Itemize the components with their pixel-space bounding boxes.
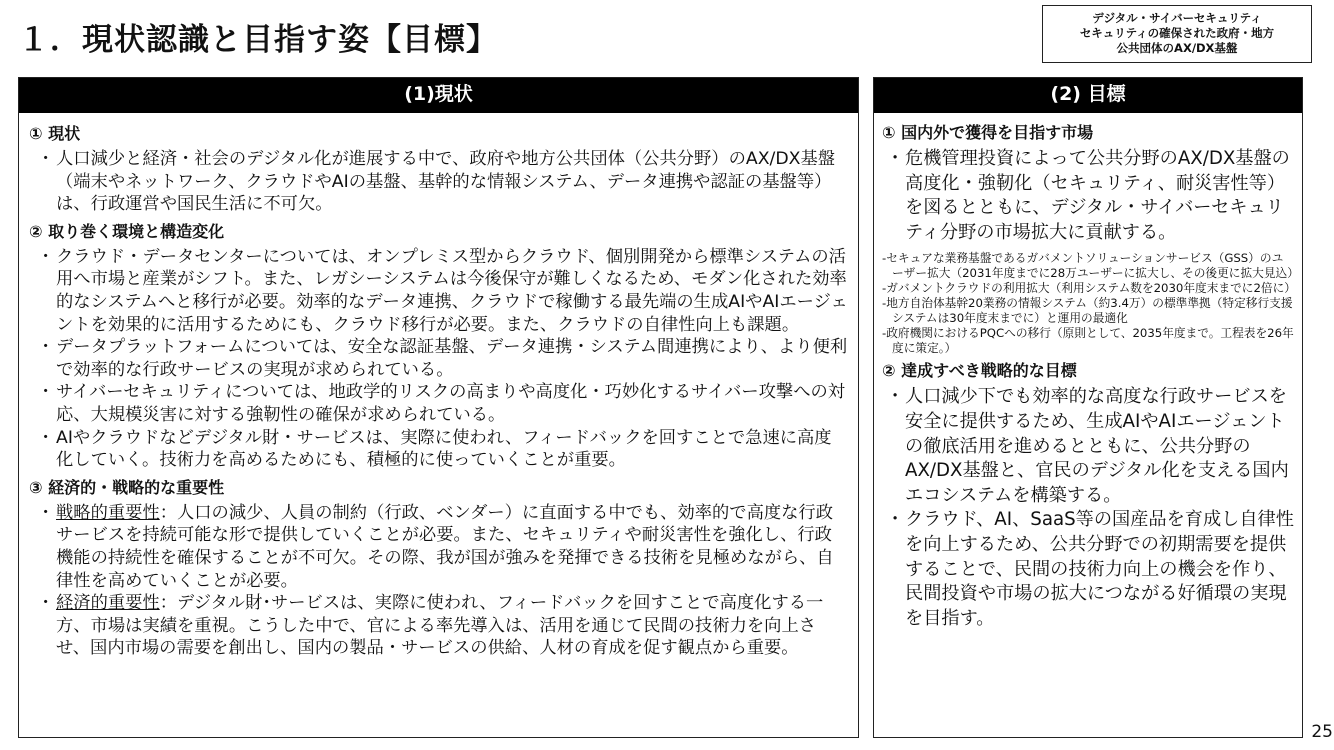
note-item: -地方自治体基幹20業務の情報システム（約3.4万）の標準準拠（特定移行支援システムは30年度末までに）と運用の最適化: [882, 296, 1293, 326]
note-item: -セキュアな業務基盤であるガバメントソリューションサービス（GSS）のユーザー拡大（2031年度までに28万ユーザーに拡大し、その後更に拡大見込）: [882, 251, 1299, 281]
bullet-text: クラウド、AI、SaaS等の国産品を育成し自律性を向上するため、公共分野での初期需要を提供することで、民間の技術力向上の機会を作り、民間投資や市場の拡大につながる好循環の実現を目指す。: [905, 509, 1294, 629]
bullet-item: [37, 148, 848, 216]
section-heading-current: ① 現状: [29, 124, 81, 143]
category-tag-box: [1042, 5, 1312, 63]
bullet-text: 危機管理投資によって公共分野のAX/DX基盤の高度化・強靭化（セキュリティ、耐災害性等）を図るとともに、デジタル・サイバーセキュリティ分野の市場拡大に貢献する。: [905, 148, 1290, 243]
page-title: １．現状認識と目指す姿【目標】: [18, 22, 498, 58]
bullet-mark: ・: [37, 246, 55, 267]
bullet-mark: ・: [37, 427, 55, 448]
bullet-mark: ・: [37, 149, 55, 169]
page-number: 25: [1311, 722, 1333, 742]
bullet-mark: ・: [886, 386, 905, 408]
bullet-item: [37, 381, 848, 426]
bullet-text: クラウド・データセンターについては、オンプレミス型からクラウド、個別開発から標準システムの活用へ市場と産業がシフト。また、レガシーシステムは今後保守が難しくなるため、モダン化された効率的なシステムへと移行が必要。効率的なデータ連携、クラウドで稼働する最先端の生成AIやAIエージェントを効果的に活用するためにも、クラウド移行が必要。また、クラウドの自律性向上も課題。: [56, 246, 848, 335]
bullet-text: AIやクラウドなどデジタル財・サービスは、実際に使われ、フィードバックを回すことで急速に高度化していく。技術力を高めるためにも、積極的に使っていくことが重要。: [56, 427, 832, 471]
bullet-text: 人口減少下でも効率的な高度な行政サービスを安全に提供するため、生成AIやAIエージェントの徹底活用を進めるとともに、公共分野のAX/DX基盤と、官民のデジタル化を支える国内エコシステムを構築する。: [905, 386, 1289, 506]
section-heading-importance: ③ 経済的・戦略的な重要性: [29, 477, 225, 497]
bullet-item: [37, 592, 848, 660]
strategic-importance-label: 戦略的重要性: [56, 502, 160, 523]
bullet-text: ：人口の減少、人員の制約（行政、ベンダー）に直面する中でも、効率的で高度な行政サービスを持続可能な形で提供していくことが必要。また、セキュリティや耐災害性を強化し、行政機能の持続性を確保することが不可欠。その際、我が国が強みを発揮できる技術を見極めながら、自律性を高めていくことが必要。: [56, 502, 834, 591]
bullet-text: データプラットフォームについては、安全な認証基盤、データ連携・システム間連携により、より便利で効率的な行政サービスの実現が求められている。: [56, 337, 848, 380]
economic-importance-label: 経済的重要性: [56, 593, 160, 614]
bullet-mark: ・: [37, 502, 55, 523]
bullet-item: [886, 385, 1294, 508]
current-situation-panel: [18, 77, 859, 738]
bullet-item: [886, 508, 1294, 631]
section-heading-target-market: ① 国内外で獲得を目指す市場: [882, 123, 1094, 142]
category-tag-line: 公共団体のAX/DX基盤: [1116, 41, 1238, 55]
note-item: -政府機関におけるPQCへの移行（原則として、2035年度まで。工程表を26年度に策定。）: [882, 326, 1294, 356]
bullet-mark: ・: [37, 382, 55, 403]
bullet-item: [886, 147, 1294, 245]
bullet-mark: ・: [886, 509, 905, 531]
bullet-item: [37, 427, 848, 472]
bullet-mark: ・: [37, 337, 55, 358]
bullet-mark: ・: [886, 148, 905, 169]
section-heading-environment: ② 取り巻く環境と構造変化: [29, 221, 225, 241]
note-item: -ガバメントクラウドの利用拡大（利用システム数を2030年度末までに2倍に）: [882, 281, 1296, 296]
bullet-item: [37, 502, 848, 592]
bullet-item: [37, 336, 848, 381]
bullet-text: サイバーセキュリティについては、地政学的リスクの高まりや高度化・巧妙化するサイバー攻撃への対応、大規模災害に対する強靭性の確保が求められている。: [56, 382, 846, 425]
target-notes: [882, 251, 1299, 356]
bullet-mark: ・: [37, 593, 55, 614]
category-tag-line: デジタル・サイバーセキュリティ: [1092, 11, 1262, 25]
bullet-item: [37, 246, 848, 336]
bullet-text: ：デジタル財･サービスは、実際に使われ、フィードバックを回すことで高度化する一方、市場は実績を重視。こうした中で、官による率先導入は、活用を通じて民間の技術力を向上させ、国内市場の需要を創出し、国内の製品・サービスの供給、人材の育成を促す観点から重要。: [56, 593, 824, 659]
section-heading-strategic-goal: ② 達成すべき戦略的な目標: [882, 361, 1077, 381]
current-situation-header: (1)現状: [19, 78, 858, 113]
category-tag-line: セキュリティの確保された政府・地方: [1079, 26, 1275, 40]
bullet-text: 人口減少と経済・社会のデジタル化が進展する中で、政府や地方公共団体（公共分野）のAX/DX基盤（端末やネットワーク、クラウドやAIの基盤、基幹的な情報システム、データ連携や認証の基盤等）は、行政運営や国民生活に不可欠。: [56, 149, 836, 215]
goals-header: (2) 目標: [874, 78, 1302, 113]
goals-panel: [873, 77, 1303, 738]
